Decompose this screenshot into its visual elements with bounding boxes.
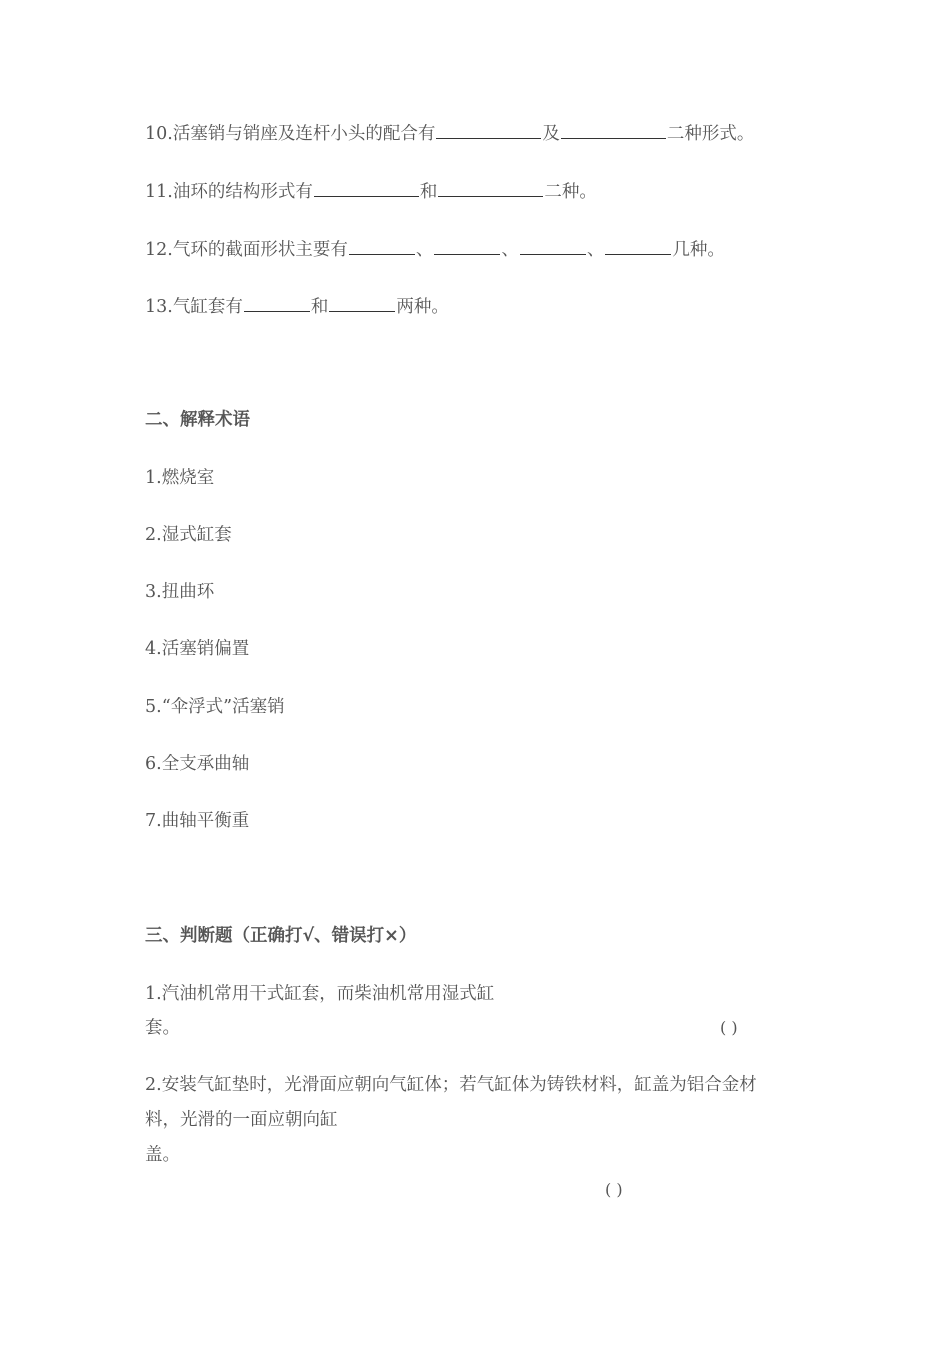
answer-blank[interactable] [314, 178, 419, 197]
answer-blank[interactable] [438, 178, 543, 197]
term-item: 4.活塞销偏置 [145, 639, 250, 659]
term-item: 5.“伞浮式”活塞销 [145, 697, 285, 717]
question-11 [145, 178, 597, 204]
judgment-1-line-2: 套。 [145, 1018, 180, 1038]
ending-text: 两种。 [396, 297, 449, 317]
term-item: 6.全支承曲轴 [145, 754, 250, 774]
separator: 、 [415, 240, 434, 260]
ending-text: 几种。 [672, 240, 725, 260]
term-item: 2.湿式缸套 [145, 525, 232, 545]
question-12 [145, 236, 725, 262]
judgment-2-line-2: 料，光滑的一面应朝向缸 [145, 1110, 338, 1130]
answer-parentheses[interactable]: ( ) [605, 1180, 623, 1199]
judgment-2-line-3: 盖。 [145, 1145, 180, 1165]
separator: 、 [586, 240, 605, 260]
term-item: 7.曲轴平衡重 [145, 811, 250, 831]
question-10-text: 10.活塞销与销座及连杆小头的配合有 [145, 124, 436, 144]
section-2-title: 二、解释术语 [145, 410, 250, 430]
answer-blank[interactable] [520, 236, 586, 255]
answer-blank[interactable] [436, 120, 541, 139]
answer-blank[interactable] [244, 293, 310, 312]
answer-blank[interactable] [434, 236, 500, 255]
term-item: 1.燃烧室 [145, 468, 215, 488]
term-item: 3.扭曲环 [145, 582, 215, 602]
ending-text: 二种形式。 [666, 124, 755, 144]
answer-blank[interactable] [349, 236, 415, 255]
judgment-2-line-1: 2.安装气缸垫时，光滑面应朝向气缸体；若气缸体为铸铁材料，缸盖为铝合金材 [145, 1075, 757, 1095]
connector-text: 及 [542, 124, 560, 144]
question-13 [145, 293, 449, 319]
separator: 、 [501, 240, 519, 260]
question-12-text: 12.气环的截面形状主要有 [145, 240, 348, 260]
connector-text: 和 [419, 182, 438, 202]
answer-blank[interactable] [561, 120, 666, 139]
ending-text: 二种。 [544, 182, 597, 202]
answer-blank[interactable] [605, 236, 671, 255]
connector-text: 和 [310, 297, 329, 317]
judgment-1-line-1: 1.汽油机常用干式缸套，而柴油机常用湿式缸 [145, 984, 495, 1004]
question-11-text: 11.油环的结构形式有 [145, 182, 313, 202]
section-3-title: 三、判断题（正确打√、错误打×） [145, 926, 417, 946]
answer-blank[interactable] [329, 293, 395, 312]
question-13-text: 13.气缸套有 [145, 297, 243, 317]
question-10 [145, 120, 754, 146]
answer-parentheses[interactable]: ( ) [720, 1018, 738, 1037]
